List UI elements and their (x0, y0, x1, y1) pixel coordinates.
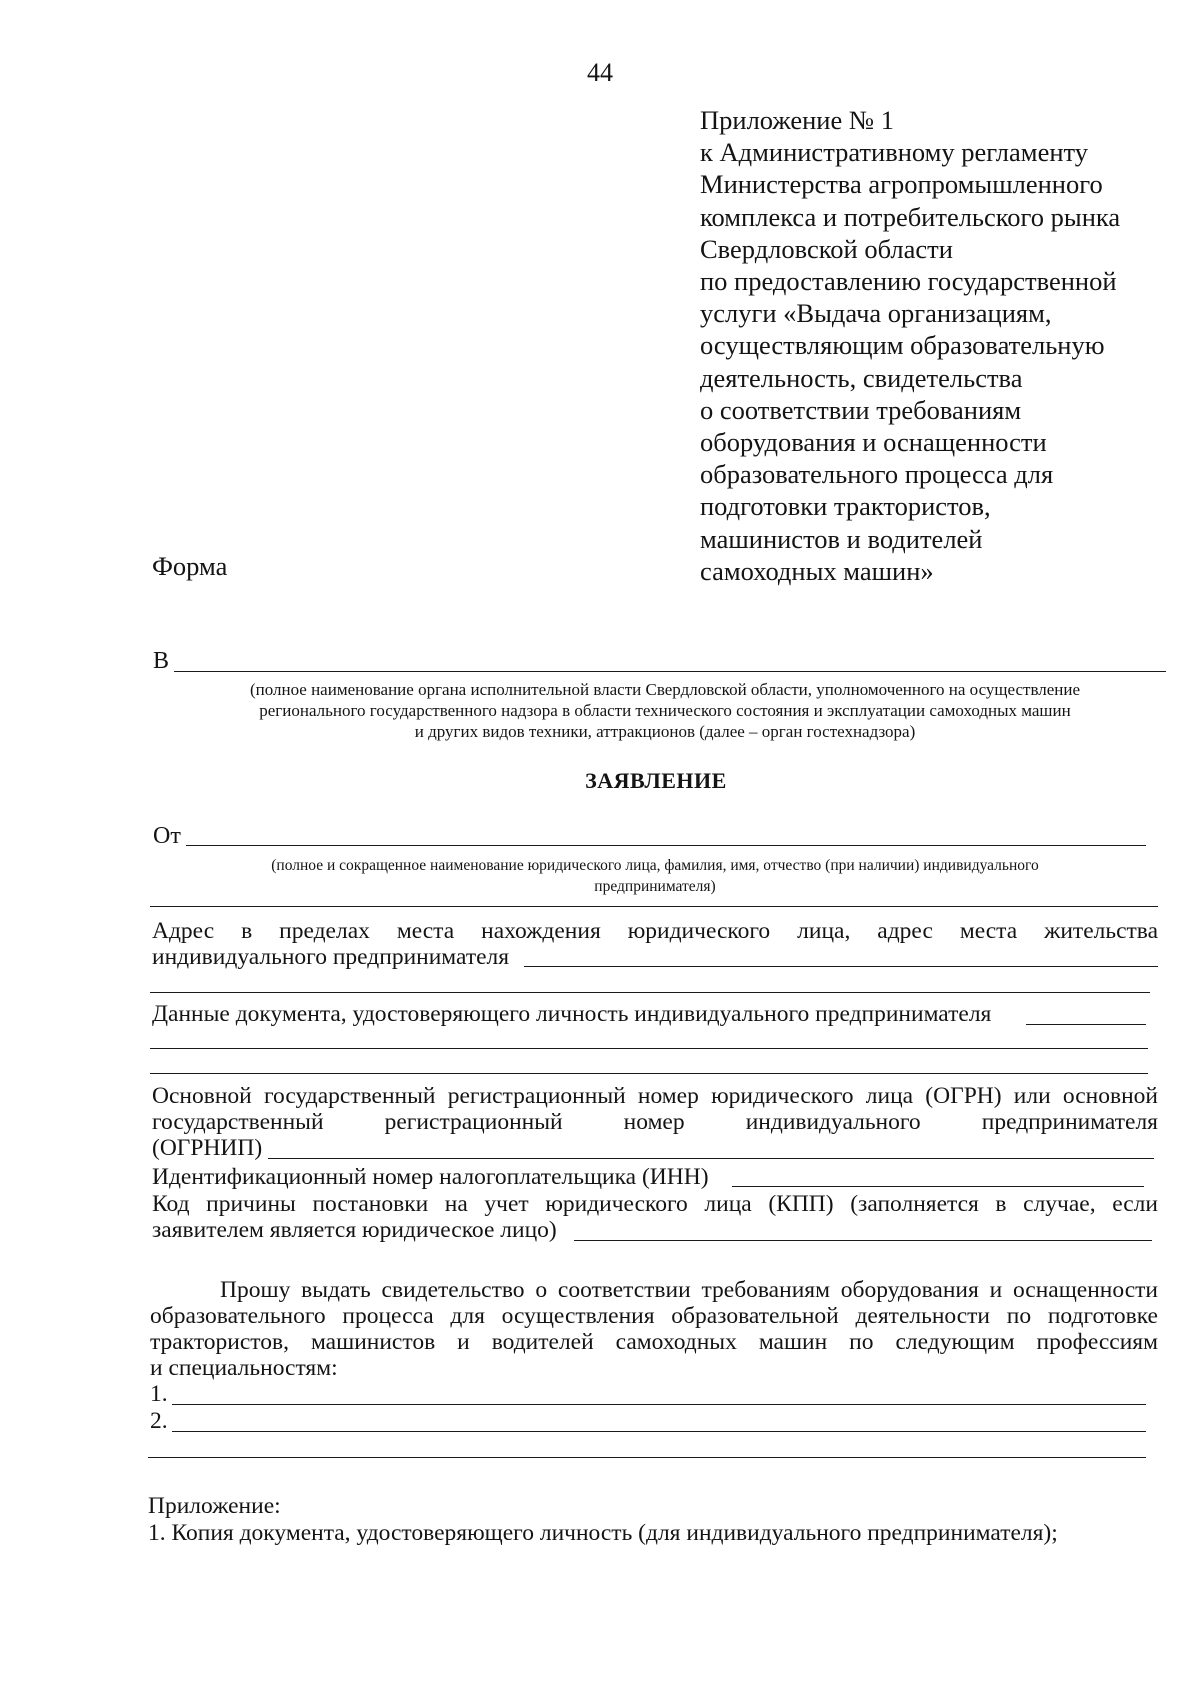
recipient-prefix: В (153, 648, 170, 674)
appendix-line: образовательного процесса для (700, 459, 1054, 490)
inn-label: Идентификационный номер налогоплательщика (ИНН) (152, 1164, 709, 1190)
page-number: 44 (587, 58, 613, 87)
applicant-field-line[interactable] (186, 845, 1146, 846)
appendix-line: подготовки трактористов, (700, 491, 991, 522)
ogrn-label-cont: государственный регистрационный номер индивидуального предпринимателя (152, 1109, 1158, 1135)
form-label: Форма (152, 551, 228, 581)
identity-doc-field-line[interactable] (1026, 1024, 1146, 1025)
kpp-label-cont: заявителем является юридическое лицо) (152, 1217, 557, 1243)
appendix-line: самоходных машин» (700, 555, 934, 586)
kpp-field-line[interactable] (574, 1240, 1152, 1241)
ogrn-label-end: (ОГРНИП) (152, 1135, 263, 1161)
document-title: ЗАЯВЛЕНИЕ (585, 768, 727, 793)
recipient-caption-line: (полное наименование органа исполнительной власти Свердловской области, уполномоченного на осуществление (249, 680, 1081, 699)
appendix-line: к Административному регламенту (700, 137, 1088, 168)
request-text-line: Прошу выдать свидетельство о соответствии требованиям оборудования и оснащенности (220, 1277, 1158, 1303)
profession-field-line-3[interactable] (148, 1457, 1146, 1458)
recipient-field-line[interactable] (174, 671, 1166, 672)
appendix-line: о соответствии требованиям (700, 394, 1022, 425)
appendix-line: машинистов и водителей (700, 523, 983, 554)
recipient-caption-line: регионального государственного надзора в области технического состояния и эксплуатации самоходных машин (259, 701, 1071, 720)
appendix-line: услуги «Выдача организациям, (700, 298, 1052, 329)
address-label-cont: индивидуального предпринимателя (152, 944, 510, 970)
profession-field-line[interactable] (172, 1431, 1146, 1432)
identity-doc-field-line-2[interactable] (150, 1048, 1148, 1049)
appendix-line: деятельность, свидетельства (700, 362, 1023, 393)
appendix-line: комплекса и потребительского рынка (700, 201, 1121, 232)
address-field-line-2[interactable] (150, 992, 1150, 993)
identity-doc-field-line-3[interactable] (150, 1073, 1148, 1074)
request-text-line: и специальностям: (150, 1355, 338, 1381)
appendix-line: по предоставлению государственной (700, 266, 1117, 297)
kpp-label: Код причины постановки на учет юридического лица (КПП) (заполняется в случае, если (152, 1191, 1158, 1217)
appendix-line: Свердловской области (700, 233, 953, 264)
profession-item-number: 1. (150, 1381, 168, 1407)
appendix-line: осуществляющим образовательную (700, 330, 1105, 361)
appendix-reference (700, 104, 1170, 587)
appendix-line: Приложение № 1 (700, 105, 895, 135)
identity-doc-label: Данные документа, удостоверяющего личность индивидуального предпринимателя (152, 1001, 992, 1027)
address-label: Адрес в пределах места нахождения юридического лица, адрес места жительства (152, 918, 1158, 944)
applicant-caption-line: предпринимателя) (594, 878, 716, 895)
appendix-line: оборудования и оснащенности (700, 427, 1047, 458)
request-text-line: образовательного процесса для осуществления образовательной деятельности по подготовке (150, 1303, 1158, 1329)
appendix-line: Министерства агропромышленного (700, 169, 1103, 200)
applicant-caption-line: (полное и сокращенное наименование юридического лица, фамилия, имя, отчество (при наличии) индивидуального (271, 857, 1039, 874)
ogrn-field-line[interactable] (268, 1158, 1154, 1159)
address-field-line[interactable] (524, 966, 1158, 967)
recipient-caption (150, 679, 1180, 742)
attachments-heading: Приложение: (148, 1493, 281, 1519)
profession-field-line[interactable] (172, 1404, 1146, 1405)
profession-item-number: 2. (150, 1408, 168, 1434)
applicant-prefix: От (153, 823, 181, 849)
applicant-field-line-2[interactable] (150, 906, 1158, 907)
applicant-caption (150, 855, 1160, 897)
inn-field-line[interactable] (732, 1186, 1144, 1187)
recipient-caption-line: и других видов техники, аттракционов (далее – орган гостехнадзора) (414, 722, 916, 741)
attachment-item: 1. Копия документа, удостоверяющего личность (для индивидуального предпринимателя); (148, 1520, 1058, 1546)
request-text-line: трактористов, машинистов и водителей самоходных машин по следующим профессиям (150, 1329, 1158, 1355)
ogrn-label: Основной государственный регистрационный номер юридического лица (ОГРН) или основной (152, 1083, 1158, 1109)
